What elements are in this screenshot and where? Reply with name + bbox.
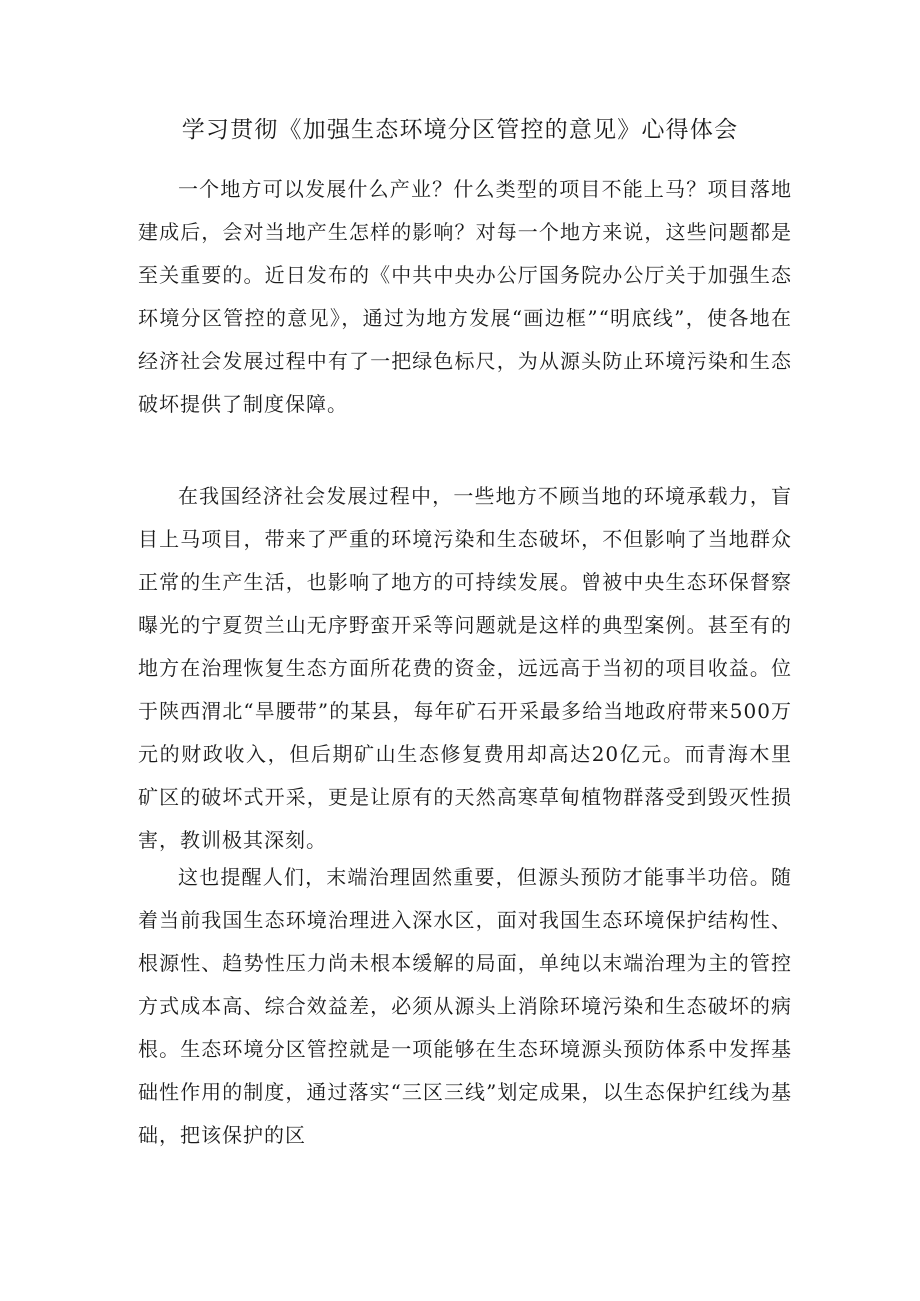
paragraph-2: 在我国经济社会发展过程中，一些地方不顾当地的环境承载力，盲目上马项目，带来了严重的环境污染和生态破坏，不但影响了当地群众正常的生产生活，也影响了地方的可持续发展。曾被中央生态环保督察曝光的宁夏贺兰山无序野蛮开采等问题就是这样的典型案例。甚至有的地方在治理恢复生态方面所花费的资金，远远高于当初的项目收益。位于陕西渭北“旱腰带”的某县，每年矿石开采最多给当地政府带来500万元的财政收入，但后期矿山生态修复费用却高达20亿元。而青海木里矿区的破坏式开采，更是让原有的天然高寒草甸植物群落受到毁灭性损害，教训极其深刻。: [138, 484, 792, 852]
paragraph-1: 一个地方可以发展什么产业？什么类型的项目不能上马？项目落地建成后，会对当地产生怎样的影响？对每一个地方来说，这些问题都是至关重要的。近日发布的《中共中央办公厅国务院办公厅关于加强生态环境分区管控的意见》，通过为地方发展“画边框”“明底线”，使各地在经济社会发展过程中有了一把绿色标尺，为从源头防止环境污染和生态破坏提供了制度保障。: [138, 177, 792, 416]
document-title: 学习贯彻《加强生态环境分区管控的意见》心得体会: [181, 117, 739, 143]
paragraph-3: 这也提醒人们，末端治理固然重要，但源头预防才能事半功倍。随着当前我国生态环境治理进入深水区，面对我国生态环境保护结构性、根源性、趋势性压力尚未根本缓解的局面，单纯以末端治理为主的管控方式成本高、综合效益差，必须从源头上消除环境污染和生态破坏的病根。生态环境分区管控就是一项能够在生态环境源头预防体系中发挥基础性作用的制度，通过落实“三区三线”划定成果，以生态保护红线为基础，把该保护的区: [138, 865, 792, 1147]
